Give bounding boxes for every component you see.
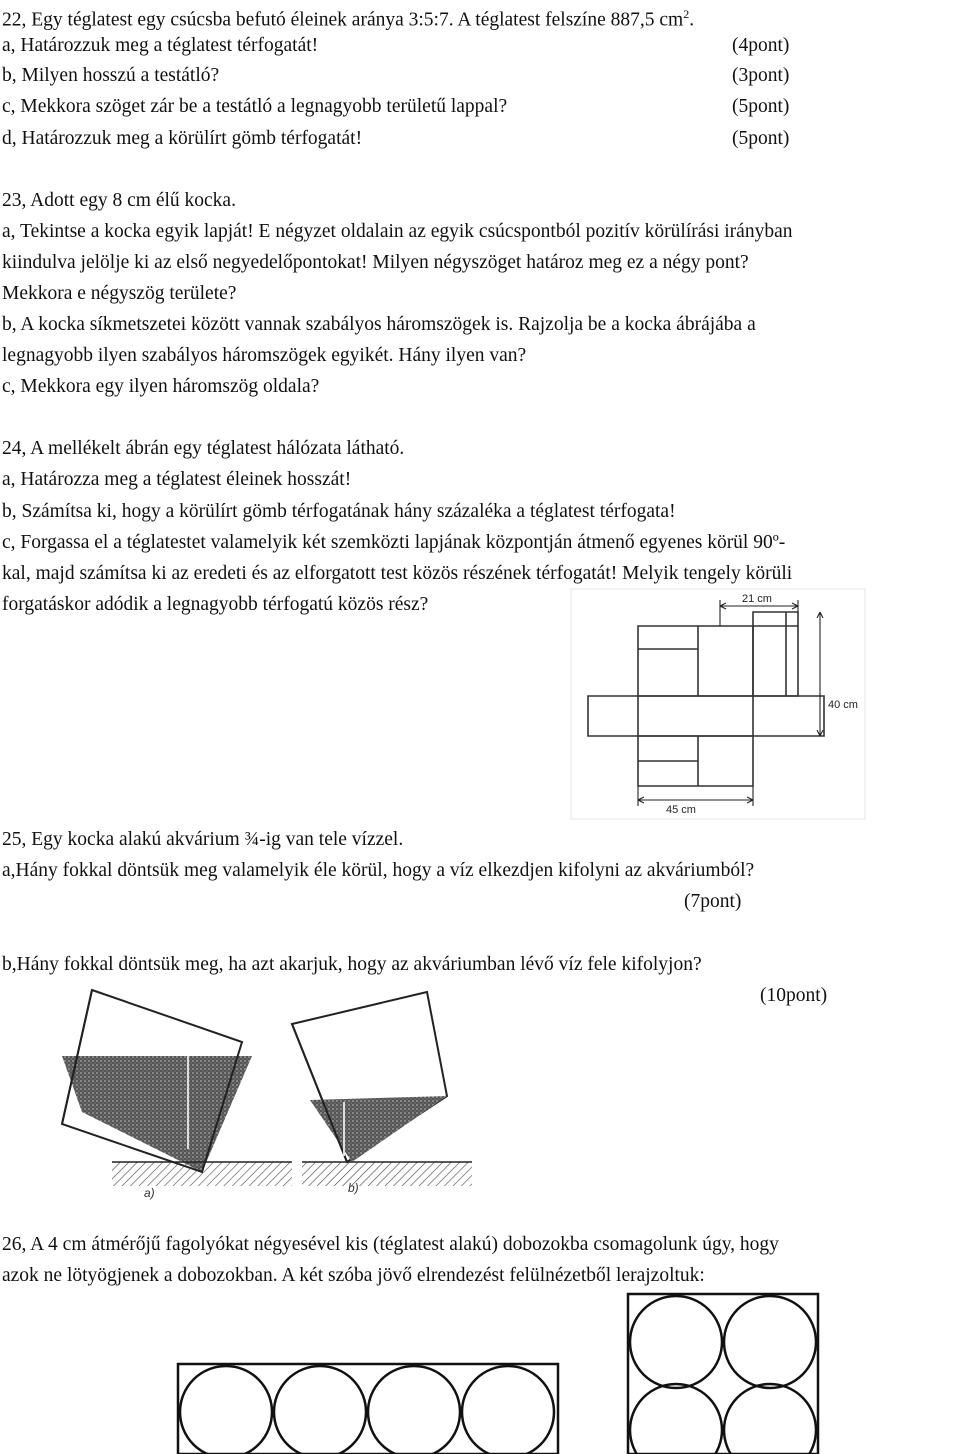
p24-title: 24, A mellékelt ábrán egy téglatest hálózata látható. <box>2 438 405 459</box>
p22-d: d, Határozzuk meg a körülírt gömb térfogatát! <box>2 128 363 149</box>
cuboid-net-figure <box>568 586 868 822</box>
dim-label-bottom: 45 cm <box>666 804 696 816</box>
p23-b-line1: b, A kocka síkmetszetei között vannak szabályos háromszögek is. Rajzolja be a kocka ábrájába a <box>2 314 756 335</box>
aquarium-b <box>292 992 472 1186</box>
p25-title: 25, Egy kocka alakú akvárium ¾-ig van tele vízzel. <box>2 829 404 850</box>
p24-c-line3: forgatáskor adódik a legnagyobb térfogatú közös rész? <box>2 594 429 615</box>
fig-label-b: b) <box>348 1181 359 1195</box>
p22-title: 22, Egy téglatest egy csúcsba befutó éleinek aránya 3:5:7. A téglatest felszíne 887,5 $cm^2$. <box>2 7 695 31</box>
p25-b-points: (10pont) <box>760 985 828 1006</box>
p24-a: a, Határozza meg a téglatest éleinek hosszát! <box>2 469 352 490</box>
aquarium-a <box>52 990 292 1186</box>
p22-a: a, Határozzuk meg a téglatest térfogatát! <box>2 35 319 56</box>
p23-a-line2: kiindulva jelölje ki az első negyedelőpontokat! Milyen négyszöget határoz meg ez a négy pont? <box>2 252 749 273</box>
p22-c-points: (5pont) <box>732 96 790 117</box>
p23-b-line2: legnagyobb ilyen szabályos háromszögek egyikét. Hány ilyen van? <box>2 345 527 366</box>
p24-c-line2: kal, majd számítsa ki az eredeti és az elforgatott test közös részének térfogatát! Melyik tengely körüli <box>2 563 793 584</box>
p24-c-line1: c, Forgassa el a téglatestet valamelyik két szemközti lapjának központján átmenő egyenes körül 90º- <box>2 532 786 553</box>
p25-a-points: (7pont) <box>684 891 742 912</box>
dim-label-top: 21 cm <box>742 593 772 605</box>
ball-packing-figure <box>170 1290 890 1454</box>
p24-b: b, Számítsa ki, hogy a körülírt gömb térfogatának hány százaléka a téglatest térfogata! <box>2 501 676 522</box>
p26-line2: azok ne lötyögjenek a dobozokban. A két szóba jövő elrendezést felülnézetből lerajzoltuk: <box>2 1265 705 1286</box>
p22-c: c, Mekkora szöget zár be a testátló a legnagyobb területű lappal? <box>2 96 508 117</box>
p22-d-points: (5pont) <box>732 128 790 149</box>
dim-label-right: 40 cm <box>828 699 858 711</box>
p23-a-line3: Mekkora e négyszög területe? <box>2 283 237 304</box>
p22-b-points: (3pont) <box>732 65 790 86</box>
p22-b: b, Milyen hosszú a testátló? <box>2 65 220 86</box>
p22-a-points: (4pont) <box>732 35 790 56</box>
p25-a: a,Hány fokkal döntsük meg valamelyik éle körül, hogy a víz elkezdjen kifolyni az akváriumból? <box>2 860 755 881</box>
p23-c: c, Mekkora egy ilyen háromszög oldala? <box>2 376 320 397</box>
tilted-aquarium-figure <box>52 984 482 1206</box>
p23-a-line1: a, Tekintse a kocka egyik lapját! E négyzet oldalain az egyik csúcspontból pozitív körülírási irányban <box>2 221 793 242</box>
p26-line1: 26, A 4 cm átmérőjű fagolyókat négyesével kis (téglatest alakú) dobozokba csomagolunk úgy, hogy <box>2 1234 779 1255</box>
fig-label-a: a) <box>144 1186 155 1200</box>
p23-title: 23, Adott egy 8 cm élű kocka. <box>2 190 236 211</box>
p25-b: b,Hány fokkal döntsük meg, ha azt akarjuk, hogy az akváriumban lévő víz fele kifolyjon? <box>2 954 702 975</box>
